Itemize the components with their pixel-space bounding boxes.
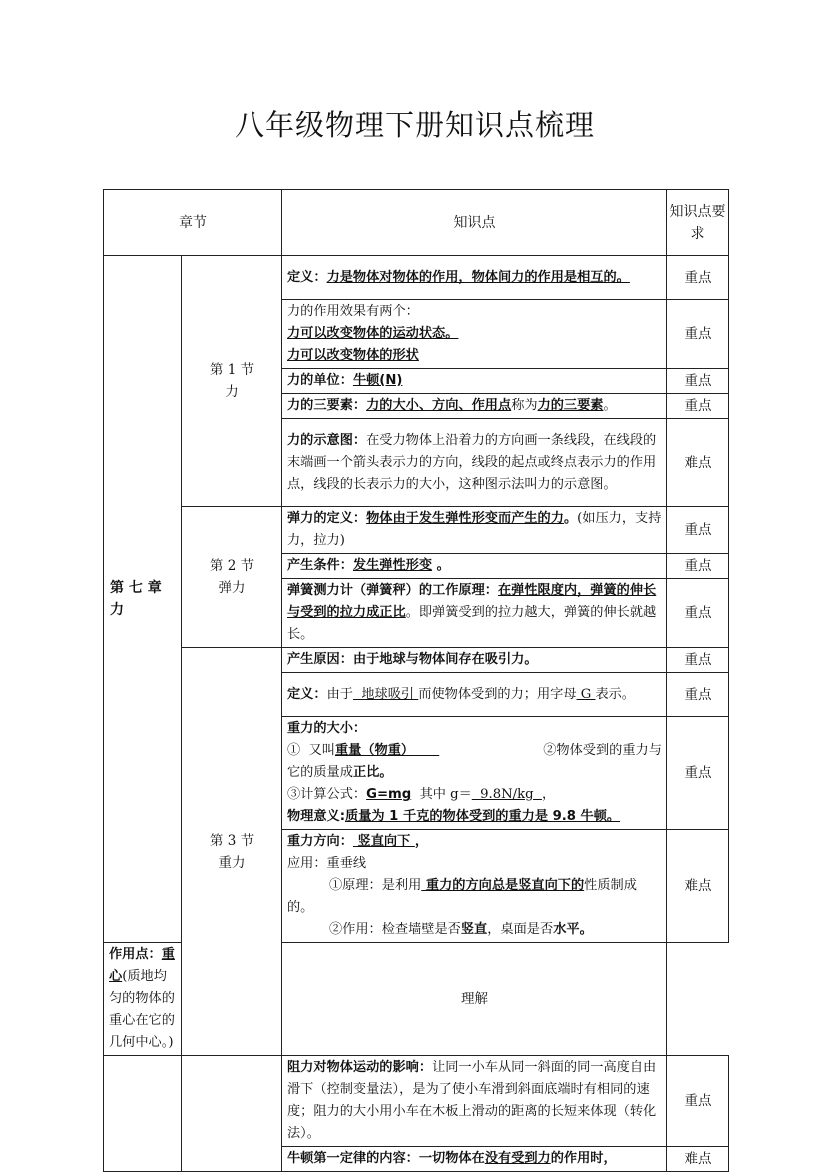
gravity-direction-text: 竖直向下 bbox=[352, 834, 415, 849]
gravity-definition-end: 表示。 bbox=[595, 686, 635, 702]
level-badge: 重点 bbox=[667, 673, 729, 717]
level-badge: 重点 bbox=[667, 369, 729, 394]
knowledge-cell bbox=[282, 673, 667, 717]
section-3-number: 第 3 节 bbox=[209, 832, 255, 849]
level-badge: 重点 bbox=[667, 394, 729, 419]
principle-end: 性质制成的。 bbox=[287, 878, 637, 915]
force-definition-label: 定义： bbox=[287, 269, 327, 285]
table-row bbox=[104, 507, 729, 554]
usage-horizontal: 水平 bbox=[553, 922, 580, 937]
physical-meaning-label: 物理意义: bbox=[287, 809, 346, 824]
condition-label: 产生条件： bbox=[287, 558, 353, 573]
formula-label: ③计算公式： bbox=[287, 787, 367, 802]
knowledge-cell bbox=[282, 579, 667, 648]
effects-intro: 力的作用效果有两个： bbox=[287, 304, 419, 319]
usage-vertical: 竖直 bbox=[460, 922, 488, 937]
item-2-end: 。 bbox=[379, 765, 393, 780]
knowledge-cell bbox=[282, 300, 667, 369]
condition-text: 发生弹性形变 bbox=[352, 558, 433, 573]
elastic-force-text: 物体由于发生弹性形变而产生的力 bbox=[366, 511, 564, 526]
level-badge: 重点 bbox=[667, 256, 729, 300]
principle-pre: ①原理：是利用 bbox=[329, 878, 422, 893]
section-2 bbox=[182, 507, 282, 648]
level-badge: 难点 bbox=[667, 1147, 729, 1172]
elastic-force-label: 弹力的定义： bbox=[287, 511, 367, 526]
section-1-number: 第 1 节 bbox=[209, 362, 255, 378]
three-elements-label: 力的三要素： bbox=[287, 398, 367, 413]
table-row bbox=[104, 256, 729, 300]
newton-first-law-key: 没有受到力 bbox=[484, 1151, 551, 1166]
application-text: 应用：重垂线 bbox=[287, 856, 367, 871]
center-of-gravity-term: 重心 bbox=[109, 947, 175, 984]
three-elements-term: 力的三要素 bbox=[537, 398, 604, 413]
header-chapter: 章节 bbox=[104, 190, 282, 256]
level-badge: 重点 bbox=[667, 717, 729, 830]
formula-end: ， bbox=[541, 787, 556, 802]
g-value: 9.8N/kg bbox=[471, 787, 542, 802]
gravity-definition-mid: 而使物体受到的力；用字母 bbox=[418, 686, 577, 702]
three-elements-list: 力的大小、方向、作用点 bbox=[366, 398, 512, 413]
header-row bbox=[104, 190, 729, 256]
knowledge-cell bbox=[282, 507, 667, 554]
center-of-gravity-note: (质地均匀的物体的重心在它的几何中心。) bbox=[109, 969, 175, 1050]
newton-first-law-label: 牛顿第一定律的内容： bbox=[287, 1151, 419, 1166]
level-badge: 重点 bbox=[667, 648, 729, 673]
usage-pre: ②作用：检查墙壁是否 bbox=[329, 922, 461, 937]
usage-end: 。 bbox=[579, 922, 593, 937]
resistance-effect-label: 阻力对物体运动的影响： bbox=[287, 1060, 433, 1075]
force-unit-label: 力的单位： bbox=[287, 373, 353, 388]
weight-term: 重量（物重） bbox=[334, 743, 415, 758]
level-badge: 难点 bbox=[667, 419, 729, 507]
gravity-definition-pre: 由于 bbox=[326, 686, 353, 702]
force-diagram-label: 力的示意图： bbox=[287, 432, 367, 448]
principle-key: 重力的方向总是竖直向下的 bbox=[421, 878, 585, 893]
spring-scale-label: 弹簧测力计（弹簧秤）的工作原理： bbox=[287, 583, 498, 598]
spring-scale-principle: 在弹性限度内，弹簧的伸长与受到的拉力成正比 bbox=[287, 583, 657, 620]
section-1 bbox=[182, 256, 282, 507]
force-diagram-text: 在受力物体上沿着力的方向画一条线段，在线段的末端画一个箭头表示力的方向，线段的起点或终点表示力的作用点，线段的长表示力的大小，这种图示法叫力的示意图。 bbox=[287, 432, 657, 492]
knowledge-cell bbox=[282, 369, 667, 394]
knowledge-cell bbox=[104, 943, 182, 1056]
table-row bbox=[104, 648, 729, 673]
knowledge-cell bbox=[282, 394, 667, 419]
section-1-name: 力 bbox=[225, 384, 239, 400]
item-1-text: 又叫 bbox=[308, 743, 335, 758]
newton-first-law-post: 的作用时， bbox=[550, 1151, 617, 1166]
gravity-cause-text: 由于地球与物体间存在吸引力。 bbox=[352, 652, 538, 667]
knowledge-cell bbox=[282, 648, 667, 673]
formula-text: G=mg bbox=[366, 787, 412, 802]
section-3 bbox=[182, 648, 282, 1056]
knowledge-cell bbox=[282, 717, 667, 830]
item-1-marker: ① bbox=[287, 743, 301, 758]
physical-meaning-text: 质量为 1 千克的物体受到的重力是 9.8 牛顿。 bbox=[345, 809, 621, 824]
gravity-definition-cause: 地球吸引 bbox=[352, 686, 419, 702]
three-elements-end: 。 bbox=[603, 398, 617, 413]
three-elements-connector: 称为 bbox=[511, 398, 538, 413]
level-badge: 重点 bbox=[667, 507, 729, 554]
knowledge-cell bbox=[282, 256, 667, 300]
level-badge: 理解 bbox=[282, 943, 667, 1056]
knowledge-cell bbox=[282, 1056, 667, 1147]
g-label: 其中 g＝ bbox=[411, 787, 472, 802]
section-2-number: 第 2 节 bbox=[209, 558, 255, 574]
center-of-gravity-label: 作用点： bbox=[109, 947, 162, 962]
knowledge-cell bbox=[282, 830, 667, 943]
chapter-8-cell bbox=[104, 1056, 182, 1172]
table-row bbox=[104, 1056, 729, 1147]
header-requirement: 知识点要求 bbox=[667, 190, 729, 256]
force-unit-text: 牛顿(N) bbox=[352, 373, 403, 388]
knowledge-cell bbox=[282, 419, 667, 507]
elastic-force-examples: (如压力，支持力，拉力) bbox=[287, 511, 662, 548]
effect-2: 力可以改变物体的形状 bbox=[287, 348, 419, 363]
section-3-name: 重力 bbox=[218, 854, 246, 871]
force-definition-text: 力是物体对物体的作用，物体间力的作用是相互的。 bbox=[326, 269, 630, 285]
newton-first-law-pre: 一切物体在 bbox=[418, 1151, 485, 1166]
gravity-symbol: G bbox=[576, 686, 596, 702]
level-badge: 重点 bbox=[667, 300, 729, 369]
knowledge-cell bbox=[282, 554, 667, 579]
elastic-force-end: 。 bbox=[563, 511, 578, 526]
condition-end: 。 bbox=[432, 558, 450, 573]
page-title: 八年级物理下册知识点梳理 bbox=[234, 108, 595, 142]
proportional-term: 正比 bbox=[352, 765, 380, 780]
knowledge-cell bbox=[282, 1147, 667, 1172]
spring-scale-note: 。即弹簧受到的拉力越大，弹簧的伸长就越长。 bbox=[287, 605, 657, 642]
gravity-magnitude-label: 重力的大小： bbox=[287, 721, 367, 736]
resistance-effect-text: 让同一小车从同一斜面的同一高度自由滑下（控制变量法），是为了使小车滑到斜面底端时有相同的速度；阻力的大小用小车在木板上滑动的距离的长短来体现（转化法）。 bbox=[287, 1060, 657, 1141]
gravity-direction-label: 重力方向： bbox=[287, 834, 353, 849]
gravity-definition-label: 定义： bbox=[287, 686, 327, 702]
item-2-text: ②物体受到的重力与它的质量成 bbox=[287, 743, 662, 780]
chapter-7-label: 第 七 章 力 bbox=[104, 256, 182, 943]
level-badge: 重点 bbox=[667, 579, 729, 648]
usage-mid: ，桌面是否 bbox=[487, 922, 554, 937]
header-knowledge: 知识点 bbox=[282, 190, 667, 256]
knowledge-table bbox=[103, 189, 729, 1172]
gravity-direction-end: ， bbox=[414, 834, 429, 849]
level-badge: 难点 bbox=[667, 830, 729, 943]
level-badge: 重点 bbox=[667, 554, 729, 579]
section-4-cell bbox=[182, 1056, 282, 1172]
effect-1: 力可以改变物体的运动状态。 bbox=[287, 326, 459, 341]
section-2-name: 弹力 bbox=[218, 580, 246, 596]
gravity-cause-label: 产生原因： bbox=[287, 652, 353, 667]
level-badge: 重点 bbox=[667, 1056, 729, 1147]
